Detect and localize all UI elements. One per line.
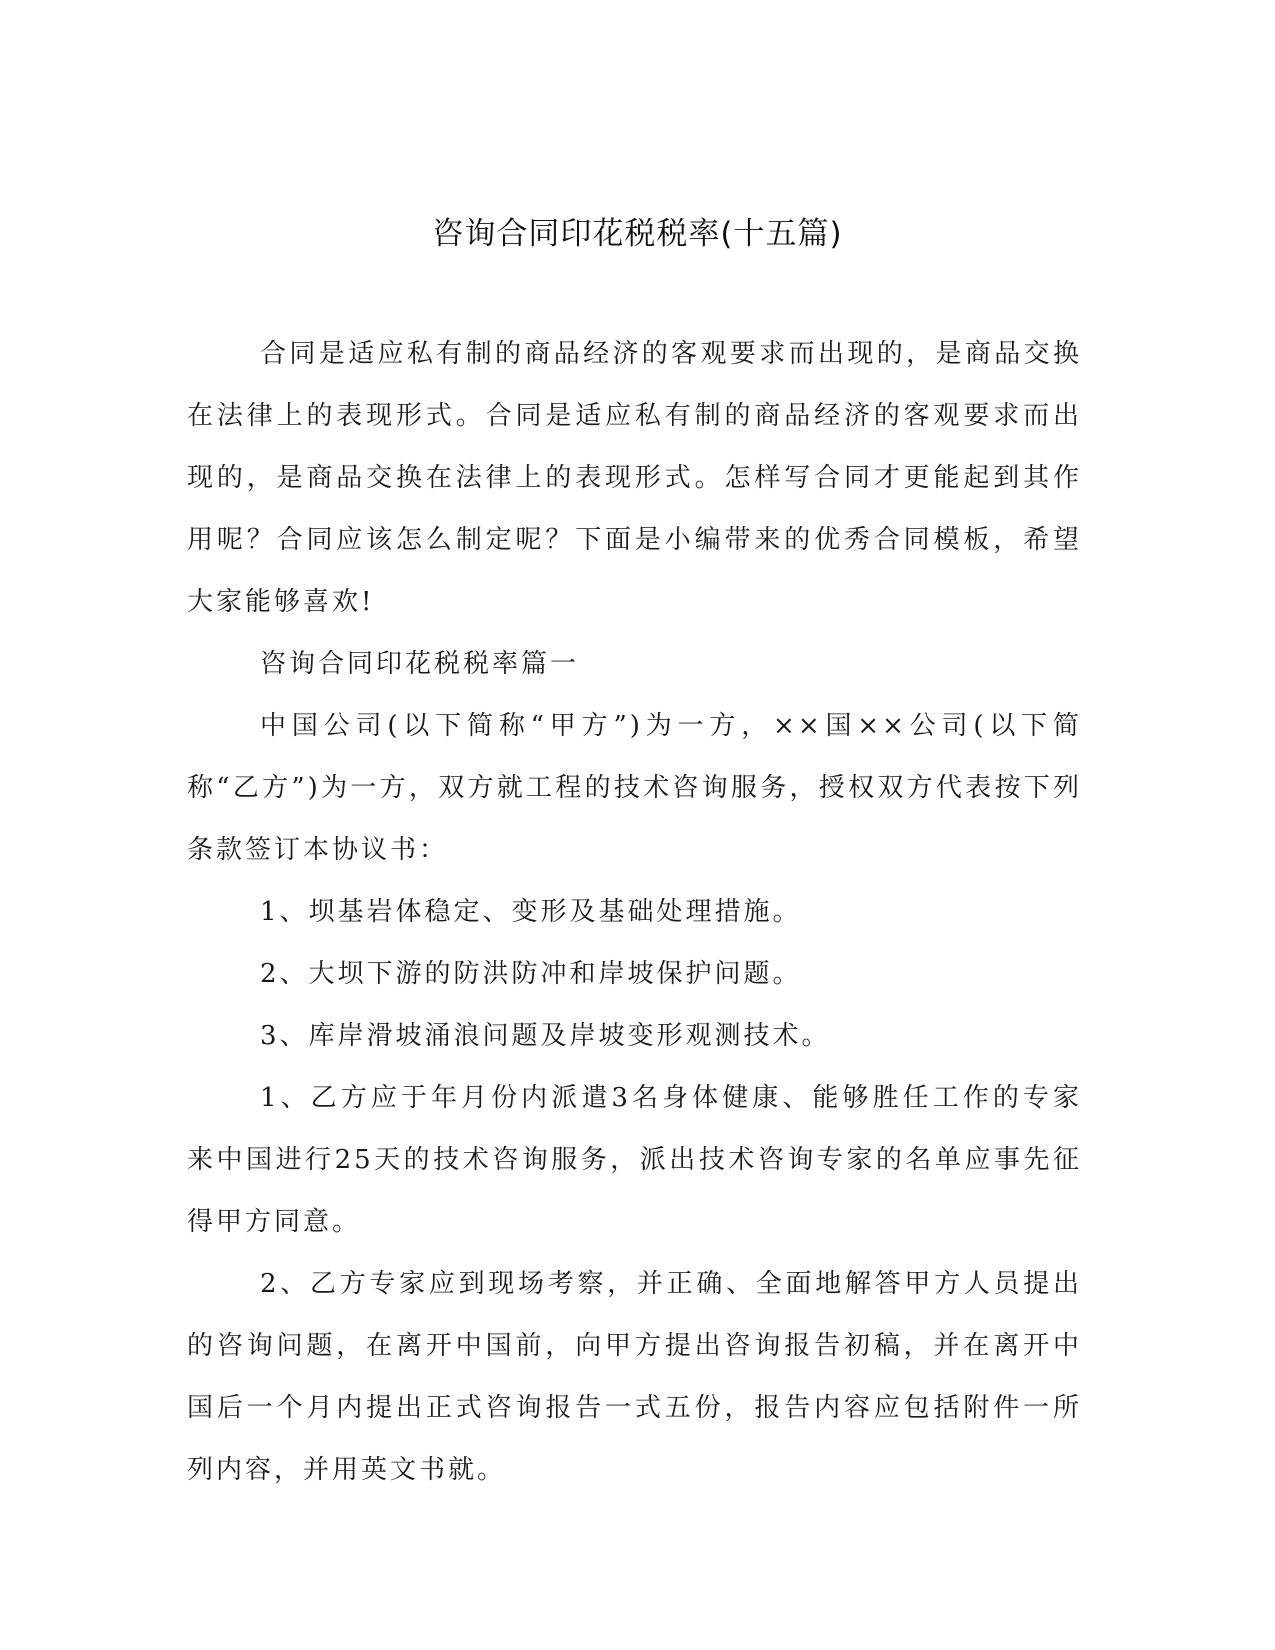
clause-2: 2、乙方专家应到现场考察，并正确、全面地解答甲方人员提出的咨询问题，在离开中国前，向甲方提出咨询报告初稿，并在离开中国后一个月内提出正式咨询报告一式五份，报告内容应包括附件一所列内容，并用英文书就。 bbox=[187, 1269, 1082, 1485]
paragraph-intro: 合同是适应私有制的商品经济的客观要求而出现的，是商品交换在法律上的表现形式。合同是适应私有制的商品经济的客观要求而出现的，是商品交换在法律上的表现形式。怎样写合同才更能起到其作用呢？合同应该怎么制定呢？下面是小编带来的优秀合同模板，希望大家能够喜欢! bbox=[187, 339, 1082, 617]
section-heading-1: 咨询合同印花税税率篇一 bbox=[260, 649, 580, 679]
paragraph-parties: 中国公司(以下简称“甲方”)为一方，××国××公司(以下简称“乙方”)为一方，双方就工程的技术咨询服务，授权双方代表按下列条款签订本协议书： bbox=[187, 711, 1082, 865]
document-title: 咨询合同印花税税率(十五篇) bbox=[432, 216, 843, 252]
list-item-topic-2: 2、大坝下游的防洪防冲和岸坡保护问题。 bbox=[260, 959, 802, 989]
list-item-topic-1: 1、坝基岩体稳定、变形及基础处理措施。 bbox=[260, 897, 802, 927]
document-body bbox=[187, 323, 1082, 1501]
clause-1: 1、乙方应于年月份内派遣3名身体健康、能够胜任工作的专家来中国进行25天的技术咨询服务，派出技术咨询专家的名单应事先征得甲方同意。 bbox=[187, 1083, 1082, 1237]
list-item-topic-3: 3、库岸滑坡涌浪问题及岸坡变形观测技术。 bbox=[260, 1021, 831, 1051]
